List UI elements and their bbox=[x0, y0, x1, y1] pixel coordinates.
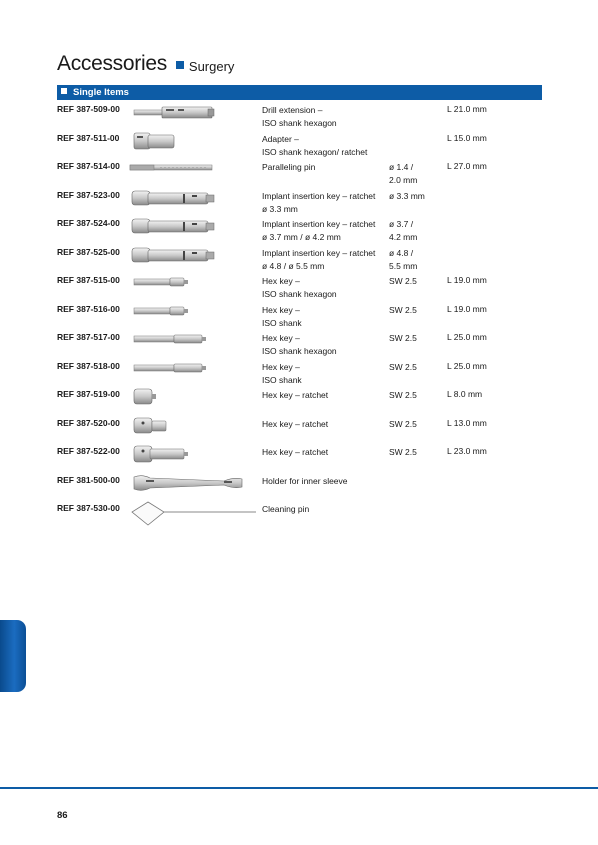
dimension-line: SW 2.5 bbox=[389, 333, 417, 343]
page-number: 86 bbox=[57, 810, 68, 821]
product-length: L 8.0 mm bbox=[447, 389, 483, 399]
page-subtitle: Surgery bbox=[188, 58, 235, 74]
product-length: L 15.0 mm bbox=[447, 132, 487, 143]
insertion-key-icon bbox=[128, 245, 258, 265]
description-line: ISO shank bbox=[262, 374, 302, 385]
product-description bbox=[262, 161, 315, 174]
product-row bbox=[0, 446, 598, 472]
hex-key-ratchet-large-icon bbox=[128, 444, 258, 464]
product-dimension bbox=[389, 218, 417, 244]
product-dimension bbox=[389, 275, 417, 288]
product-row bbox=[0, 247, 598, 273]
product-ref: REF 387-525-00 bbox=[57, 246, 120, 257]
square-bullet-icon bbox=[61, 88, 67, 94]
product-dimension bbox=[389, 332, 417, 345]
product-ref: REF 387-519-00 bbox=[57, 389, 120, 399]
dimension-line: 2.0 mm bbox=[389, 175, 418, 185]
description-line: ISO shank hexagon/ ratchet bbox=[262, 146, 368, 157]
description-line: Hex key – ratchet bbox=[262, 447, 329, 457]
dimension-line: SW 2.5 bbox=[389, 361, 417, 372]
product-ref: REF 387-530-00 bbox=[57, 503, 120, 513]
paralleling-pin-icon bbox=[128, 159, 258, 179]
insertion-key-icon bbox=[128, 188, 258, 208]
description-line: ISO shank bbox=[262, 317, 302, 328]
dimension-line: SW 2.5 bbox=[389, 304, 417, 315]
product-ref: REF 387-515-00 bbox=[57, 275, 120, 285]
product-length: L 13.0 mm bbox=[447, 417, 487, 428]
chapter-side-tab bbox=[0, 620, 26, 692]
product-dimension bbox=[389, 389, 417, 402]
dimension-line: SW 2.5 bbox=[389, 276, 417, 286]
product-row bbox=[0, 418, 598, 444]
product-description bbox=[262, 446, 328, 459]
description-line: Drill extension – bbox=[262, 105, 323, 115]
description-line: Hex key – bbox=[262, 333, 300, 343]
product-description bbox=[262, 361, 302, 387]
hex-key-ratchet-medium-icon bbox=[128, 416, 258, 436]
product-row bbox=[0, 361, 598, 387]
product-dimension bbox=[389, 190, 425, 203]
product-description bbox=[262, 133, 367, 159]
cleaning-pin-icon bbox=[128, 501, 258, 521]
description-line: Hex key – ratchet bbox=[262, 390, 329, 400]
product-ref: REF 387-522-00 bbox=[57, 446, 120, 456]
product-ref: REF 387-523-00 bbox=[57, 189, 120, 200]
page-title-main: Accessories bbox=[57, 52, 167, 75]
product-description bbox=[262, 389, 328, 402]
dimension-line: SW 2.5 bbox=[389, 418, 417, 429]
product-ref: REF 387-516-00 bbox=[57, 303, 120, 314]
holder-inner-sleeve-icon bbox=[128, 473, 258, 493]
product-row bbox=[0, 218, 598, 244]
product-row bbox=[0, 332, 598, 358]
description-line: Cleaning pin bbox=[262, 504, 310, 514]
description-line: Hex key – bbox=[262, 304, 300, 315]
product-ref: REF 387-518-00 bbox=[57, 360, 120, 371]
product-row bbox=[0, 475, 598, 501]
product-dimension bbox=[389, 361, 417, 374]
section-title: Single Items bbox=[73, 87, 129, 98]
hex-key-long-icon bbox=[128, 330, 258, 350]
product-description bbox=[262, 247, 375, 273]
hex-key-short-icon bbox=[128, 302, 258, 322]
product-ref: REF 381-500-00 bbox=[57, 474, 120, 485]
product-row bbox=[0, 304, 598, 330]
description-line: Implant insertion key – ratchet bbox=[262, 247, 376, 258]
description-line: Adapter – bbox=[262, 133, 299, 144]
product-description bbox=[262, 304, 302, 330]
adapter-icon bbox=[128, 131, 258, 151]
product-ref: REF 387-520-00 bbox=[57, 417, 120, 428]
product-dimension bbox=[389, 418, 417, 431]
product-dimension bbox=[389, 304, 417, 317]
description-line: ISO shank hexagon bbox=[262, 346, 337, 356]
product-row bbox=[0, 389, 598, 415]
dimension-line: SW 2.5 bbox=[389, 447, 417, 457]
description-line: Hex key – ratchet bbox=[262, 418, 329, 429]
product-ref: REF 387-524-00 bbox=[57, 218, 120, 228]
product-description bbox=[262, 475, 348, 488]
footer-divider bbox=[0, 787, 598, 789]
description-line: ø 3.3 mm bbox=[262, 203, 298, 214]
product-ref: REF 387-517-00 bbox=[57, 332, 120, 342]
product-dimension bbox=[389, 446, 417, 459]
description-line: Holder for inner sleeve bbox=[262, 475, 348, 486]
dimension-line: ø 4.8 / bbox=[389, 247, 414, 258]
product-length: L 25.0 mm bbox=[447, 360, 487, 371]
description-line: Hex key – bbox=[262, 276, 300, 286]
description-line: Hex key – bbox=[262, 361, 300, 372]
description-line: ISO shank hexagon bbox=[262, 118, 337, 128]
title-square-marker bbox=[176, 61, 184, 69]
product-length: L 21.0 mm bbox=[447, 104, 487, 114]
product-description bbox=[262, 418, 328, 431]
section-header-bar bbox=[57, 85, 542, 100]
product-length: L 25.0 mm bbox=[447, 332, 487, 342]
description-line: Paralleling pin bbox=[262, 162, 316, 172]
product-ref: REF 387-511-00 bbox=[57, 132, 120, 143]
product-description bbox=[262, 275, 337, 301]
dimension-line: 4.2 mm bbox=[389, 232, 418, 242]
dimension-line: SW 2.5 bbox=[389, 390, 417, 400]
product-ref: REF 387-514-00 bbox=[57, 161, 120, 171]
insertion-key-icon bbox=[128, 216, 258, 236]
dimension-line: ø 3.3 mm bbox=[389, 190, 425, 201]
product-description bbox=[262, 190, 375, 216]
description-line: Implant insertion key – ratchet bbox=[262, 190, 376, 201]
hex-key-short-icon bbox=[128, 273, 258, 293]
product-row bbox=[0, 161, 598, 187]
dimension-line: 5.5 mm bbox=[389, 260, 418, 271]
product-row bbox=[0, 275, 598, 301]
product-row bbox=[0, 503, 598, 529]
page-title bbox=[57, 52, 234, 76]
description-line: ø 3.7 mm / ø 4.2 mm bbox=[262, 232, 341, 242]
product-dimension bbox=[389, 161, 417, 187]
hex-key-ratchet-small-icon bbox=[128, 387, 258, 407]
product-length: L 19.0 mm bbox=[447, 303, 487, 314]
product-ref: REF 387-509-00 bbox=[57, 104, 120, 114]
product-length: L 27.0 mm bbox=[447, 161, 487, 171]
product-description bbox=[262, 332, 337, 358]
drill-extension-icon bbox=[128, 102, 258, 122]
product-dimension bbox=[389, 247, 417, 273]
product-row bbox=[0, 104, 598, 130]
product-description bbox=[262, 503, 309, 516]
product-length: L 19.0 mm bbox=[447, 275, 487, 285]
product-description bbox=[262, 104, 337, 130]
hex-key-long-icon bbox=[128, 359, 258, 379]
product-length: L 23.0 mm bbox=[447, 446, 487, 456]
dimension-line: ø 3.7 / bbox=[389, 219, 414, 229]
description-line: ISO shank hexagon bbox=[262, 289, 337, 299]
description-line: Implant insertion key – ratchet bbox=[262, 219, 376, 229]
description-line: ø 4.8 / ø 5.5 mm bbox=[262, 260, 325, 271]
product-row bbox=[0, 190, 598, 216]
dimension-line: ø 1.4 / bbox=[389, 162, 414, 172]
product-description bbox=[262, 218, 375, 244]
product-row bbox=[0, 133, 598, 159]
